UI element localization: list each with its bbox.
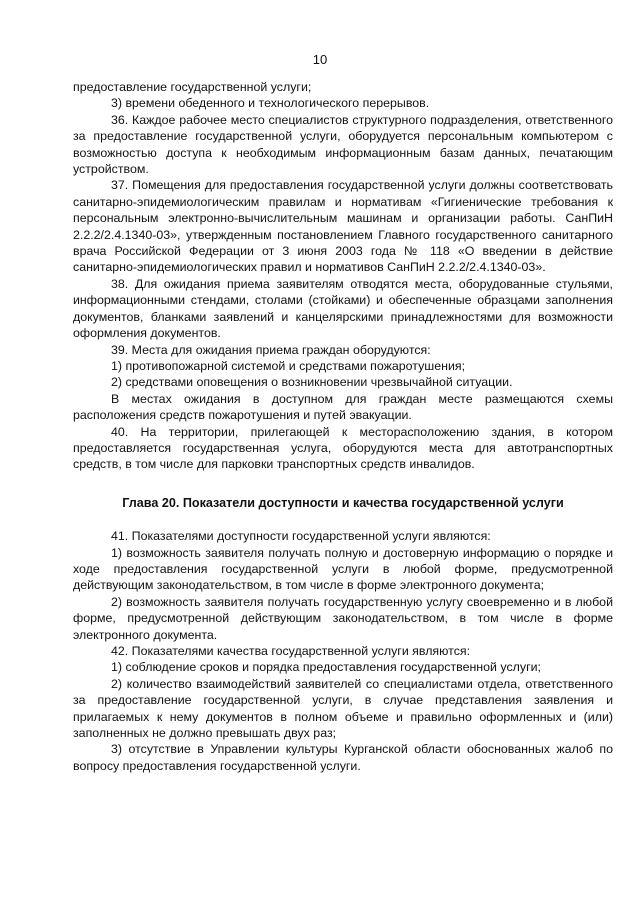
- paragraph: 41. Показателями доступности государственной услуги являются:: [111, 529, 491, 544]
- paragraph: 1) соблюдение сроков и порядка предоставления государственной услуги;: [111, 660, 541, 675]
- page-number: 10: [312, 52, 328, 67]
- paragraph: 2) возможность заявителя получать государственную услугу своевременно и в любой форме, предусмотренной действующим законодательством, в том числе в форме электронного документа.: [73, 594, 613, 642]
- paragraph: В местах ожидания в доступном для граждан месте размещаются схемы расположения средств пожаротушения и путей эвакуации.: [73, 391, 613, 423]
- paragraph: 1) возможность заявителя получать полную и достоверную информацию о порядке и ходе предоставления государственной услуги в любой форме, предусмотренной действующим законодательством, в том числе в форме электронного документа;: [73, 545, 613, 593]
- paragraph: 2) средствами оповещения о возникновении чрезвычайной ситуации.: [111, 375, 513, 390]
- paragraph: 1) противопожарной системой и средствами пожаротушения;: [111, 358, 466, 373]
- paragraph: 40. На территории, прилегающей к месторасположению здания, в котором предоставляется государственная услуга, оборудуются места для автотранспортных средств, в том числе для парковки транспортных средств инвалидов.: [73, 424, 613, 472]
- paragraph: предоставление государственной услуги;: [73, 80, 312, 94]
- paragraph: 36. Каждое рабочее место специалистов структурного подразделения, ответственного за предоставление государственной услуги, оборудуется персональным компьютером с возможностью доступа к необходимым информационным базам данных, печатающим устройством.: [73, 112, 613, 177]
- paragraph: 38. Для ожидания приема заявителям отводятся места, оборудованные стульями, информационными стендами, столами (стойками) и обеспеченные образцами заполнения документов, бланками заявлений и канцелярскими принадлежностями для возможности оформления документов.: [73, 276, 613, 341]
- paragraph: 3) отсутствие в Управлении культуры Курганской области обоснованных жалоб по вопросу предоставления государственной услуги.: [73, 742, 613, 773]
- paragraph: 42. Показателями качества государственной услуги являются:: [111, 644, 471, 658]
- chapter-title: Глава 20. Показатели доступности и качества государственной услуги: [122, 495, 564, 510]
- paragraph: 39. Места для ожидания приема граждан оборудуются:: [111, 342, 431, 357]
- paragraph: 3) времени обеденного и технологического перерывов.: [111, 96, 430, 111]
- paragraph: 2) количество взаимодействий заявителей со специалистами отдела, ответственного за предоставление государственной услуги, в случае представления заявления и прилагаемых к нему документов в полном объеме и правильно оформленных и (или) заполненных не должно превышать двух раз;: [73, 676, 613, 741]
- document-body: [73, 79, 613, 774]
- paragraph: 37. Помещения для предоставления государственной услуги должны соответствовать санитарно-эпидемиологическим правилам и нормативам «Гигиенические требования к персональным электронно-вычислительным машинам и организации работы. СанПиН 2.2.2/2.4.1340-03», утвержденным постановлением Главного государственного санитарного врача Российской Федерации от 3 июня 2003 года № 118 «О введении в действие санитарно-эпидемиологических правил и нормативов СанПиН 2.2.2/2.4.1340-03».: [73, 178, 613, 275]
